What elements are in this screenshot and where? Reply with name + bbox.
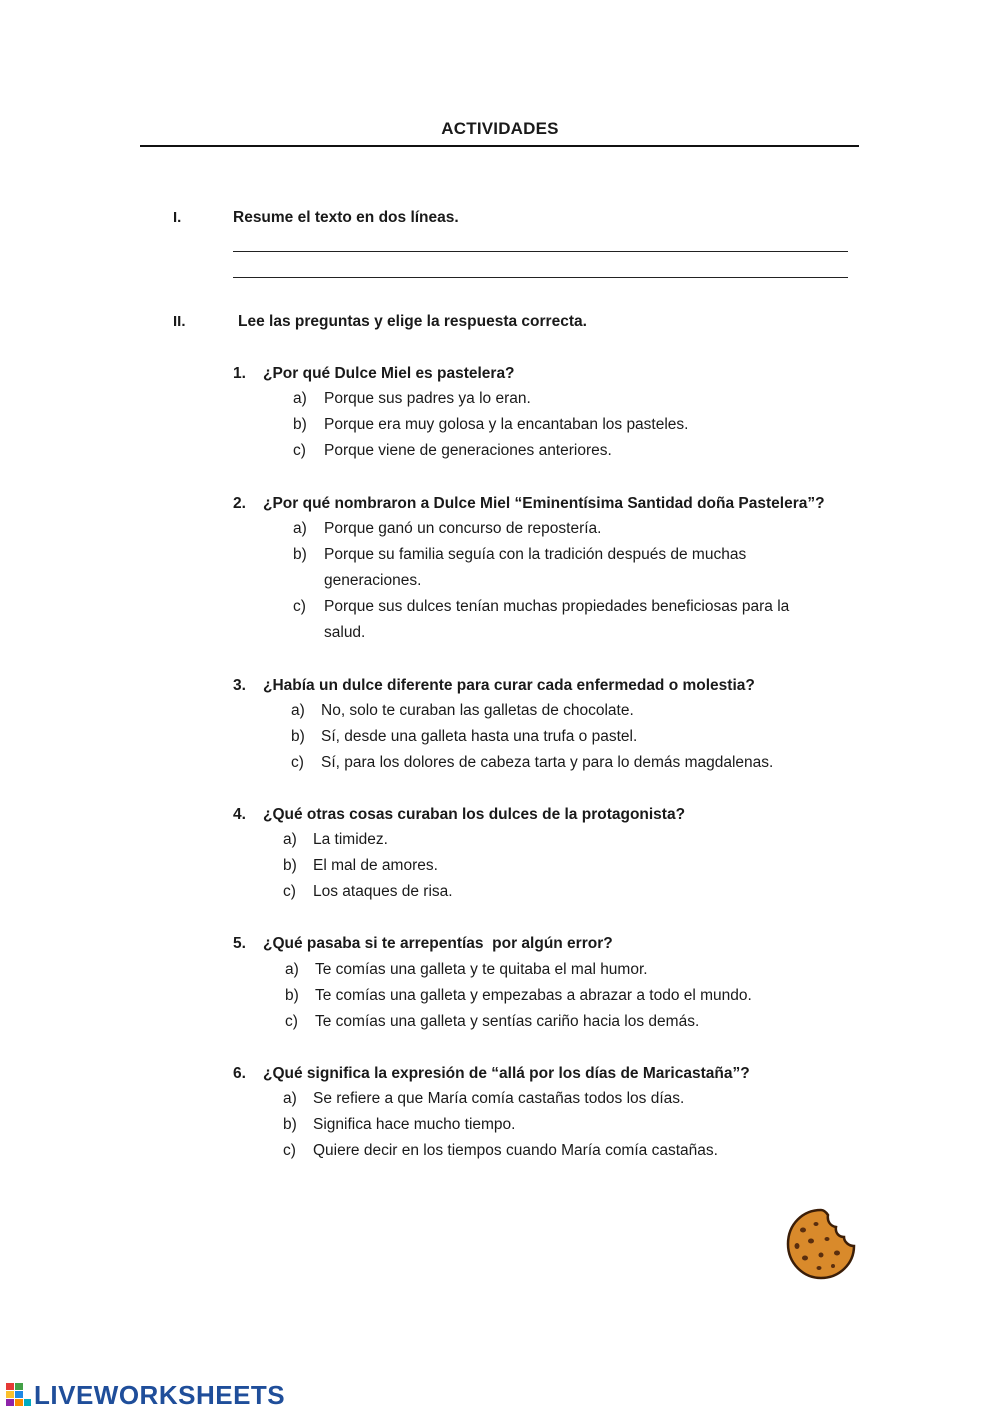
question-number: 5. [233, 935, 246, 952]
section-2-instruction: Lee las preguntas y elige la respuesta correcta. [238, 313, 587, 330]
option-letter: b) [293, 546, 307, 563]
option-letter: a) [283, 1090, 297, 1107]
question-6 [233, 1065, 750, 1083]
question-text: ¿Por qué nombraron a Dulce Miel “Eminentísima Santidad doña Pastelera”? [263, 495, 825, 512]
option-text: Sí, para los dolores de cabeza tarta y para lo demás magdalenas. [321, 754, 774, 771]
option-letter: a) [285, 961, 299, 978]
option-text: Porque su familia seguía con la tradición después de muchas generaciones. [324, 546, 747, 589]
option-letter: c) [293, 442, 306, 459]
option-text: No, solo te curaban las galletas de chocolate. [321, 702, 634, 719]
option-letter: b) [283, 857, 297, 874]
section-1-instruction: Resume el texto en dos líneas. [233, 209, 459, 226]
question-4 [233, 806, 685, 824]
question-text: ¿Por qué Dulce Miel es pastelera? [263, 365, 515, 382]
option-text: Porque sus padres ya lo eran. [324, 390, 531, 407]
option-text: Te comías una galleta y te quitaba el mal humor. [315, 961, 648, 978]
option-text: Significa hace mucho tiempo. [313, 1116, 516, 1133]
option-text: Se refiere a que María comía castañas todos los días. [313, 1090, 685, 1107]
question-1 [233, 365, 515, 383]
question-text: ¿Qué pasaba si te arrepentías por algún error? [263, 935, 613, 952]
question-number: 3. [233, 677, 246, 694]
option-text: Porque viene de generaciones anteriores. [324, 442, 612, 459]
brand-name: LIVEWORKSHEETS [34, 1379, 286, 1410]
answer-line-2[interactable] [233, 277, 848, 278]
option-letter: a) [293, 390, 307, 407]
question-text: ¿Qué significa la expresión de “allá por los días de Maricastaña”? [263, 1065, 750, 1082]
option-text: Los ataques de risa. [313, 883, 453, 900]
cookie-icon [783, 1206, 859, 1282]
option-text: La timidez. [313, 831, 388, 848]
question-text: ¿Qué otras cosas curaban los dulces de la protagonista? [263, 806, 686, 823]
option-text: Porque sus dulces tenían muchas propiedades beneficiosas para la salud. [324, 598, 790, 641]
answer-line-1[interactable] [233, 251, 848, 252]
option-letter: c) [283, 883, 296, 900]
question-5 [233, 935, 613, 953]
option-letter: c) [293, 598, 306, 615]
option-text: Sí, desde una galleta hasta una trufa o pastel. [321, 728, 638, 745]
logo-blocks-icon [6, 1383, 32, 1407]
option-letter: c) [283, 1142, 296, 1159]
liveworksheets-logo[interactable] [6, 1380, 285, 1410]
option-letter: c) [291, 754, 304, 771]
question-number: 1. [233, 365, 246, 382]
question-number: 2. [233, 495, 246, 512]
option-letter: b) [283, 1116, 297, 1133]
option-text: Quiere decir en los tiempos cuando María comía castañas. [313, 1142, 718, 1159]
question-2 [233, 495, 825, 513]
question-number: 4. [233, 806, 246, 823]
option-text: Porque ganó un concurso de repostería. [324, 520, 602, 537]
option-letter: b) [285, 987, 299, 1004]
option-text: Te comías una galleta y sentías cariño hacia los demás. [315, 1013, 700, 1030]
option-letter: a) [283, 831, 297, 848]
option-text: Porque era muy golosa y la encantaban los pasteles. [324, 416, 689, 433]
option-letter: b) [293, 416, 307, 433]
option-letter: a) [291, 702, 305, 719]
title-divider [140, 145, 859, 147]
page-title: ACTIVIDADES [441, 119, 559, 138]
option-letter: a) [293, 520, 307, 537]
section-2-number: II. [173, 313, 186, 330]
section-1-number: I. [173, 209, 182, 226]
question-number: 6. [233, 1065, 246, 1082]
option-text: Te comías una galleta y empezabas a abrazar a todo el mundo. [315, 987, 752, 1004]
question-3 [233, 677, 755, 695]
option-letter: c) [285, 1013, 298, 1030]
question-text: ¿Había un dulce diferente para curar cada enfermedad o molestia? [263, 677, 755, 694]
option-text: El mal de amores. [313, 857, 438, 874]
option-letter: b) [291, 728, 305, 745]
